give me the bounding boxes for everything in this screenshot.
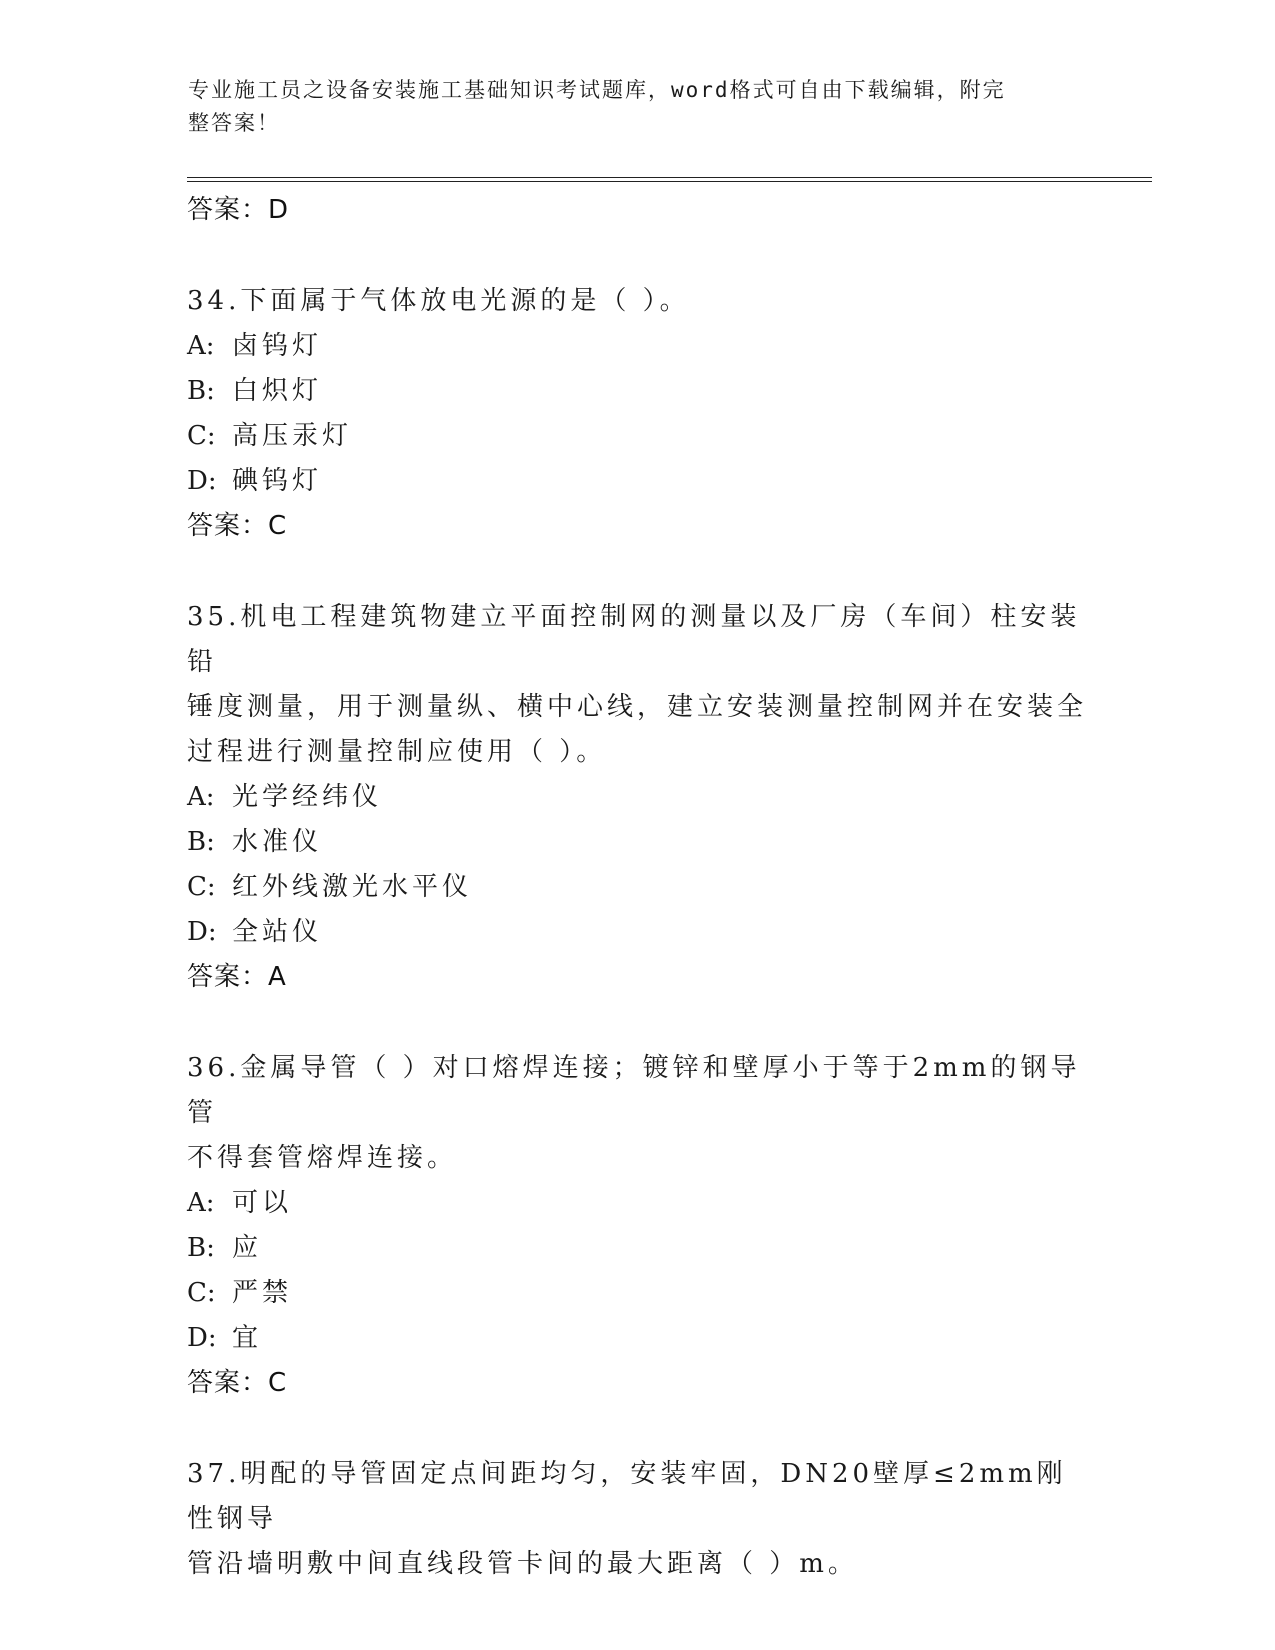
option-text: 应 — [232, 1233, 263, 1263]
header-line-2: 整答案！ — [188, 111, 280, 135]
option-letter: D: — [187, 466, 217, 496]
option-text: 严禁 — [232, 1278, 293, 1308]
option-d — [187, 910, 1087, 955]
question-35 — [187, 595, 1087, 999]
header-rule-top — [187, 177, 1152, 178]
option-b — [187, 369, 1087, 414]
question-text-line-1: 37.明配的导管固定点间距均匀，安装牢固，DN20壁厚≤2mm刚性钢导 — [187, 1459, 1067, 1534]
option-letter: D: — [187, 1323, 217, 1353]
answer-line: 答案：C — [187, 1368, 288, 1398]
option-text: 卤钨灯 — [232, 331, 323, 361]
question-text: 34.下面属于气体放电光源的是（ ）。 — [187, 286, 690, 316]
question-36 — [187, 1046, 1087, 1405]
option-c — [187, 865, 1087, 910]
option-text: 水准仪 — [232, 827, 323, 857]
option-letter: C: — [187, 421, 216, 451]
header-line-1: 专业施工员之设备安装施工基础知识考试题库，word格式可自由下载编辑，附完 — [188, 78, 1006, 102]
option-text: 宜 — [232, 1323, 263, 1353]
option-d — [187, 1316, 1087, 1361]
option-d — [187, 459, 1087, 504]
option-a — [187, 1181, 1087, 1226]
option-letter: C: — [187, 1278, 216, 1308]
option-c — [187, 1271, 1087, 1316]
question-text-line-2: 锤度测量，用于测量纵、横中心线，建立安装测量控制网并在安装全 — [187, 692, 1088, 722]
option-text: 全站仪 — [232, 917, 323, 947]
header-rule-bottom — [187, 181, 1152, 182]
document-body — [187, 188, 1087, 1587]
question-text-line-1: 36.金属导管（ ）对口熔焊连接；镀锌和壁厚小于等于2mm的钢导管 — [187, 1053, 1081, 1128]
option-letter: B: — [187, 827, 215, 857]
option-letter: B: — [187, 1233, 215, 1263]
question-text-line-3: 过程进行测量控制应使用（ ）。 — [187, 737, 607, 767]
option-letter: A: — [187, 782, 215, 812]
option-text: 可以 — [232, 1188, 293, 1218]
question-37 — [187, 1452, 1087, 1587]
option-text: 碘钨灯 — [232, 466, 323, 496]
option-text: 光学经纬仪 — [232, 782, 383, 812]
option-a — [187, 324, 1087, 369]
option-text: 高压汞灯 — [232, 421, 353, 451]
option-b — [187, 1226, 1087, 1271]
question-text-line-1: 35.机电工程建筑物建立平面控制网的测量以及厂房（车间）柱安装铅 — [187, 602, 1081, 677]
option-text: 红外线激光水平仪 — [232, 872, 473, 902]
question-text-line-2: 管沿墙明敷中间直线段管卡间的最大距离（ ）m。 — [187, 1549, 858, 1579]
question-text-line-2: 不得套管熔焊连接。 — [187, 1143, 458, 1173]
question-34 — [187, 279, 1087, 548]
answer-line: 答案：C — [187, 511, 288, 541]
page-header — [188, 74, 1068, 140]
answer-line: 答案：D — [187, 195, 290, 225]
answer-line: 答案：A — [187, 962, 287, 992]
option-a — [187, 775, 1087, 820]
option-text: 白炽灯 — [232, 376, 323, 406]
option-letter: B: — [187, 376, 215, 406]
option-letter: C: — [187, 872, 216, 902]
option-letter: A: — [187, 1188, 215, 1218]
option-b — [187, 820, 1087, 865]
option-letter: D: — [187, 917, 217, 947]
option-c — [187, 414, 1087, 459]
option-letter: A: — [187, 331, 215, 361]
